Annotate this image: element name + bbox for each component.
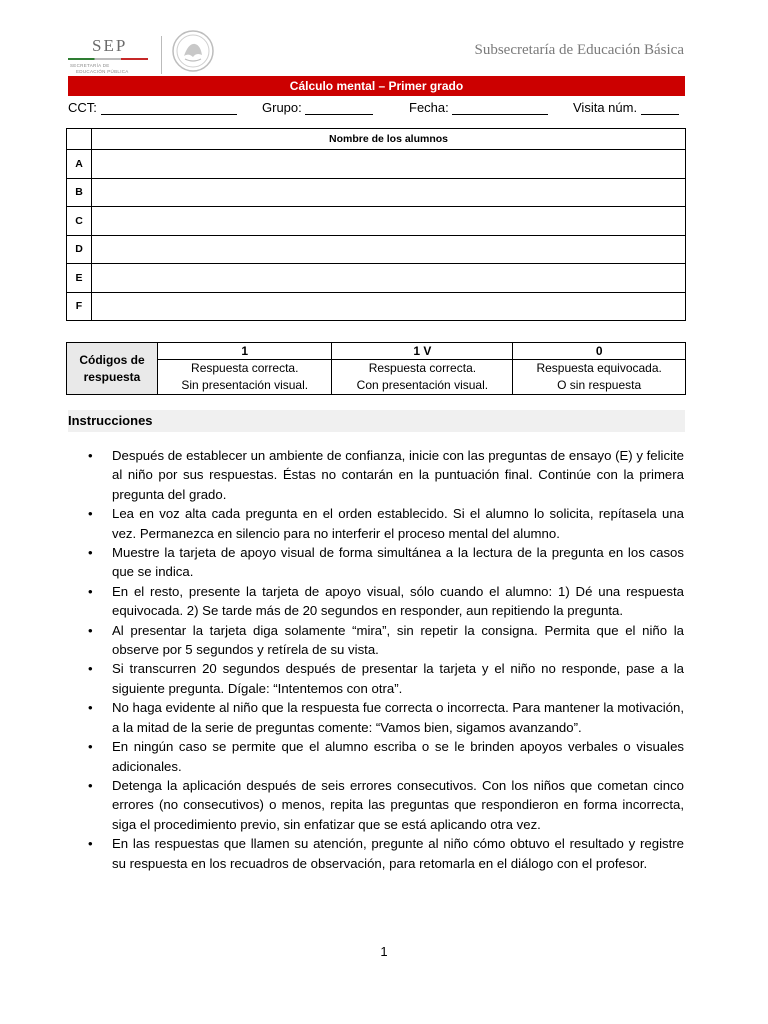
bullet-icon: • xyxy=(88,836,93,852)
student-name-cell[interactable] xyxy=(92,150,686,179)
list-item xyxy=(88,446,684,504)
code-desc-line2: Con presentación visual. xyxy=(356,378,489,392)
sep-logo-text: SEP xyxy=(92,36,128,55)
code-desc-line1: Respuesta correcta. xyxy=(368,361,477,375)
grupo-blank[interactable] xyxy=(305,101,373,115)
code-desc-line2: Sin presentación visual. xyxy=(181,378,309,392)
logo-subtitle-1: SECRETARÍA DE xyxy=(70,63,110,68)
students-header: Nombre de los alumnos xyxy=(92,129,686,150)
logo-color-stripe xyxy=(68,58,148,60)
fecha-field[interactable] xyxy=(409,100,548,115)
student-row-label: E xyxy=(67,264,92,293)
codes-label: Códigos de respuesta xyxy=(67,343,158,395)
bullet-icon: • xyxy=(88,583,93,599)
bullet-icon: • xyxy=(88,622,93,638)
page-number: 1 xyxy=(380,944,388,959)
student-name-cell[interactable] xyxy=(92,292,686,321)
instructions-heading: Instrucciones xyxy=(68,410,685,432)
list-item xyxy=(88,543,684,582)
grupo-label: Grupo: xyxy=(262,100,302,115)
code-value: 1 V xyxy=(332,343,513,360)
list-item xyxy=(88,698,684,737)
instruction-text: En las respuestas que llamen su atención, pregunte al niño cómo obtuvo el resultado y registre su respuesta en los recuadros de observación, para retomarla en el diálogo con el profesor. xyxy=(112,836,684,871)
bullet-icon: • xyxy=(88,545,93,561)
mexico-seal-icon xyxy=(171,29,215,73)
code-desc-line1: Respuesta equivocada. xyxy=(536,361,662,375)
student-row-label: C xyxy=(67,207,92,236)
subsecretaria-title: Subsecretaría de Educación Básica xyxy=(474,42,684,58)
instruction-text: En ningún caso se permite que el alumno escriba o se le brinden apoyos verbales o visuales adicionales. xyxy=(112,739,684,774)
bullet-icon: • xyxy=(88,700,93,716)
list-item xyxy=(88,621,684,660)
student-row-label: B xyxy=(67,178,92,207)
instruction-text: Al presentar la tarjeta diga solamente “mira”, sin repetir la consigna. Permita que el niño la observe por 5 segundos y retírela de su vista. xyxy=(112,622,684,658)
document-title: Cálculo mental – Primer grado xyxy=(68,76,685,96)
code-description xyxy=(513,360,686,395)
instruction-text: Muestre la tarjeta de apoyo visual de forma simultánea a la lectura de la pregunta en los casos que se indica. xyxy=(112,545,684,580)
visita-label: Visita núm. xyxy=(573,100,638,115)
list-item xyxy=(88,834,684,873)
instruction-text: En el resto, presente la tarjeta de apoyo visual, sólo cuando el alumno: 1) Dé una respuesta equivocada. 2) Se tarde más de 20 segundos en responder, aun repitiendo la pregunta. xyxy=(112,583,684,619)
code-description xyxy=(332,360,513,395)
instruction-text: Si transcurren 20 segundos después de presentar la tarjeta y el niño no responde, pase a la siguiente pregunta. Dígale: “Intentemos con otra”. xyxy=(112,661,684,696)
bullet-icon: • xyxy=(88,661,93,677)
student-row-label: D xyxy=(67,235,92,264)
instruction-text: Lea en voz alta cada pregunta en el orden establecido. Si el alumno lo solicita, repítasela una vez. Permanezca en silencio para no interferir el proceso mental del alumno. xyxy=(112,506,684,541)
code-value: 0 xyxy=(513,343,686,360)
bullet-icon: • xyxy=(88,777,93,793)
logo-subtitle-2: EDUCACIÓN PÚBLICA xyxy=(76,69,129,74)
fecha-label: Fecha: xyxy=(409,100,449,115)
student-name-cell[interactable] xyxy=(92,264,686,293)
bullet-icon: • xyxy=(88,448,93,463)
student-name-cell[interactable] xyxy=(92,207,686,236)
instruction-text: Detenga la aplicación después de seis errores consecutivos. Con los niños que cometan cinco errores (no consecutivos) o menos, repita las preguntas que respondieron en forma incorrecta, siga el procedimiento previo, sin enfatizar que se está aplicando otra vez. xyxy=(112,777,684,832)
code-value: 1 xyxy=(158,343,332,360)
list-item xyxy=(88,659,684,698)
bullet-icon: • xyxy=(88,506,93,522)
code-desc-line1: Respuesta correcta. xyxy=(191,361,299,375)
fecha-blank[interactable] xyxy=(452,101,548,115)
instruction-text: No haga evidente al niño que la respuesta fue correcta o incorrecta. Para mantener la motivación, a la mitad de la serie de preguntas comente: “Vamos bien, sigamos avanzando”. xyxy=(112,700,684,735)
visita-blank[interactable] xyxy=(641,101,679,115)
list-item xyxy=(88,737,684,776)
student-name-cell[interactable] xyxy=(92,235,686,264)
bullet-icon: • xyxy=(88,739,93,755)
cct-label: CCT: xyxy=(68,100,97,115)
list-item xyxy=(88,504,684,543)
instruction-text: Después de establecer un ambiente de confianza, inicie con las preguntas de ensayo (E) y felicite al niño por sus respuestas. Éstas no contarán en la puntuación final. Continúe con la primera pregunta del grado. xyxy=(112,448,684,502)
student-row-label: A xyxy=(67,150,92,179)
grupo-field[interactable] xyxy=(262,100,373,115)
cct-blank[interactable] xyxy=(101,101,237,115)
code-desc-line2: O sin respuesta xyxy=(557,378,642,392)
student-name-cell[interactable] xyxy=(92,178,686,207)
students-table xyxy=(66,128,686,321)
cct-field[interactable] xyxy=(68,100,237,115)
student-row-label: F xyxy=(67,292,92,321)
instructions-list xyxy=(88,446,684,873)
list-item xyxy=(88,776,684,834)
visita-field[interactable] xyxy=(573,100,679,115)
students-corner-cell xyxy=(67,129,92,150)
list-item xyxy=(88,582,684,621)
code-description xyxy=(158,360,332,395)
response-codes-table xyxy=(66,342,686,395)
logo-divider xyxy=(161,36,162,74)
